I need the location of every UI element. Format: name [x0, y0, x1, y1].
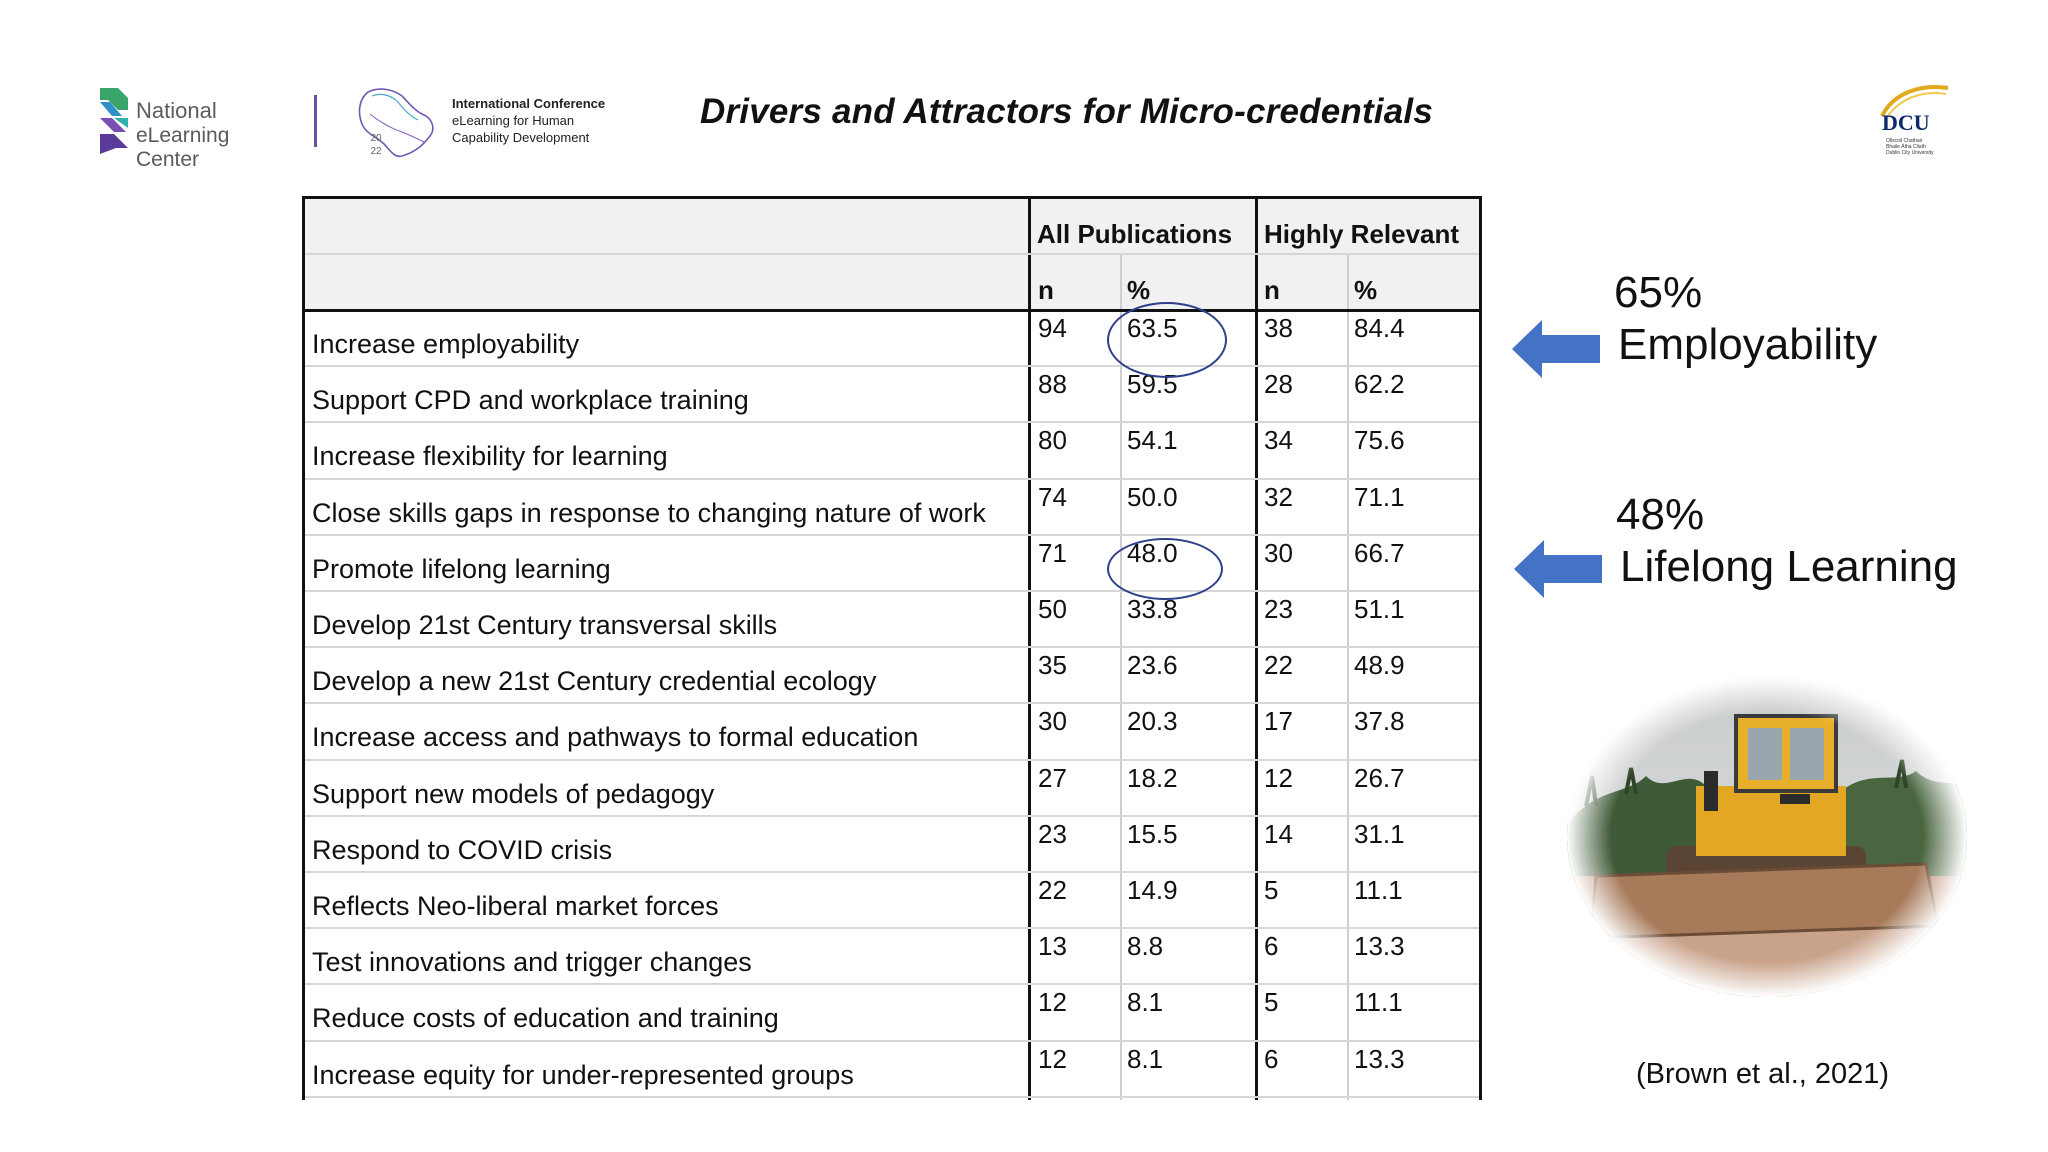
- cell-hr-n: 14: [1264, 818, 1293, 849]
- cell-all-n: 22: [1038, 875, 1067, 905]
- conference-line2: eLearning for Human: [452, 113, 575, 128]
- highlight-circle-lifelong: [1107, 538, 1223, 600]
- row-label: Increase equity for under-represented groups: [312, 1059, 854, 1090]
- subheader-hr-pct: %: [1354, 275, 1378, 305]
- row-divider: [305, 478, 1479, 480]
- cell-hr-pct: 51.1: [1354, 594, 1405, 624]
- nelc-logo-line2: eLearning Center: [136, 124, 230, 171]
- cell-hr-pct: 71.1: [1354, 481, 1405, 512]
- cell-all-n: 13: [1038, 931, 1067, 962]
- cell-hr-pct: 84.4: [1354, 313, 1405, 343]
- cell-hr-n: 30: [1264, 537, 1293, 568]
- subheader-hr-n: n: [1264, 275, 1280, 305]
- cell-hr-pct: 26.7: [1354, 762, 1405, 793]
- cell-hr-n: 6: [1264, 1043, 1279, 1074]
- row-divider: [305, 590, 1479, 592]
- row-label: Close skills gaps in response to changing nature of work: [312, 497, 986, 528]
- cell-all-n: 94: [1038, 313, 1067, 343]
- header-bottom-line: [305, 309, 1479, 312]
- cell-hr-n: 12: [1264, 762, 1293, 793]
- row-divider: [305, 702, 1479, 704]
- cell-hr-pct: 11.1: [1354, 987, 1403, 1018]
- national-elearning-center-logo: [98, 88, 288, 171]
- header-divider: [305, 253, 1479, 255]
- dcu-name: DCU: [1882, 110, 1930, 135]
- cell-all-pct: 8.1: [1127, 987, 1164, 1018]
- subheader-all-n: n: [1038, 275, 1054, 305]
- cell-all-pct: 59.5: [1127, 369, 1178, 400]
- employability-label: Employability: [1618, 320, 1878, 369]
- dcu-small-line3: Dublin City University: [1886, 150, 1934, 156]
- cell-hr-pct: 48.9: [1354, 650, 1405, 681]
- cell-all-pct: 8.8: [1127, 931, 1164, 962]
- dcu-small-line2: Bhaile Átha Cliath: [1886, 144, 1926, 150]
- row-divider: [305, 421, 1479, 423]
- cell-all-pct: 48.0: [1127, 537, 1178, 568]
- arrow-left-icon-2: [1514, 538, 1604, 600]
- cell-all-n: 35: [1038, 650, 1067, 681]
- row-divider: [305, 1040, 1479, 1042]
- cell-all-pct: 8.1: [1127, 1043, 1164, 1074]
- cell-all-pct: 15.5: [1127, 818, 1178, 849]
- cell-hr-n: 22: [1264, 650, 1293, 681]
- col-divider-hr: [1347, 254, 1349, 1100]
- dcu-logo: [1872, 82, 1952, 158]
- cell-hr-n: 34: [1264, 425, 1293, 456]
- cell-hr-pct: 62.2: [1354, 369, 1405, 400]
- subheader-all-pct: %: [1127, 275, 1151, 305]
- conference-line3: Capability Development: [452, 130, 590, 145]
- cell-hr-pct: 75.6: [1354, 425, 1405, 456]
- arrow-left-icon: [1512, 318, 1602, 380]
- cell-hr-n: 28: [1264, 369, 1293, 400]
- cell-all-n: 74: [1038, 481, 1067, 512]
- row-divider: [305, 534, 1479, 536]
- row-divider: [305, 927, 1479, 929]
- row-label: Support new models of pedagogy: [312, 778, 715, 809]
- cell-hr-n: 6: [1264, 931, 1279, 962]
- cell-hr-n: 5: [1264, 987, 1279, 1018]
- cell-all-pct: 18.2: [1127, 762, 1178, 793]
- lifelong-percent: 48%: [1616, 490, 1705, 539]
- row-label: Increase employability: [312, 329, 580, 359]
- row-label: Promote lifelong learning: [312, 553, 611, 584]
- row-label: Develop a new 21st Century credential ecology: [312, 666, 877, 697]
- cell-hr-n: 38: [1264, 313, 1293, 343]
- cell-all-n: 88: [1038, 369, 1067, 400]
- cell-all-pct: 14.9: [1127, 875, 1178, 905]
- header-all-publications: All Publications: [1037, 219, 1233, 249]
- row-label: Reduce costs of education and training: [312, 1003, 779, 1034]
- nelc-mark-icon: [98, 88, 130, 154]
- lifelong-label: Lifelong Learning: [1620, 542, 1958, 591]
- cell-all-n: 71: [1038, 537, 1067, 568]
- saudi-map-logo-icon: [350, 84, 440, 160]
- row-divider: [305, 815, 1479, 817]
- cell-hr-n: 23: [1264, 594, 1293, 624]
- cell-all-n: 23: [1038, 818, 1067, 849]
- row-label: Test innovations and trigger changes: [312, 947, 752, 978]
- cell-all-n: 12: [1038, 1043, 1067, 1074]
- logo-divider: [314, 95, 317, 147]
- cell-hr-pct: 11.1: [1354, 875, 1403, 905]
- cell-hr-pct: 66.7: [1354, 537, 1405, 568]
- row-label: Support CPD and workplace training: [312, 385, 749, 416]
- drivers-table: [302, 196, 1482, 1100]
- dcu-small-line1: Ollscoil Chathair: [1886, 138, 1923, 144]
- cell-hr-pct: 37.8: [1354, 706, 1405, 737]
- row-label: Develop 21st Century transversal skills: [312, 610, 778, 640]
- col-divider-all: [1120, 254, 1122, 1100]
- row-label: Increase access and pathways to formal education: [312, 722, 919, 753]
- cell-hr-n: 17: [1264, 706, 1293, 737]
- cell-all-pct: 54.1: [1127, 425, 1178, 456]
- row-divider: [305, 365, 1479, 367]
- conference-year-bottom: 22: [370, 146, 382, 157]
- citation: (Brown et al., 2021): [1636, 1058, 1890, 1090]
- cell-all-n: 27: [1038, 762, 1067, 793]
- employability-percent: 65%: [1614, 268, 1703, 317]
- cell-hr-pct: 31.1: [1354, 818, 1405, 849]
- nelc-logo-line1: National: [136, 98, 217, 123]
- cell-all-n: 12: [1038, 987, 1067, 1018]
- col-divider-groups: [1255, 199, 1258, 1100]
- row-label: Increase flexibility for learning: [312, 441, 668, 472]
- cell-hr-pct: 13.3: [1354, 931, 1405, 962]
- highlight-circle-employability: [1107, 302, 1227, 378]
- cell-all-pct: 63.5: [1127, 313, 1178, 343]
- cell-all-n: 30: [1038, 706, 1067, 737]
- row-divider: [305, 759, 1479, 761]
- row-divider: [305, 646, 1479, 648]
- row-label: Respond to COVID crisis: [312, 834, 613, 865]
- cell-all-pct: 23.6: [1127, 650, 1178, 681]
- cell-all-n: 50: [1038, 594, 1067, 624]
- cell-hr-n: 5: [1264, 875, 1279, 905]
- page-title: Drivers and Attractors for Micro-credentials: [700, 92, 1433, 131]
- conference-line1: International Conference: [452, 96, 606, 111]
- row-divider: [305, 1096, 1479, 1098]
- row-divider: [305, 871, 1479, 873]
- conference-year: [366, 132, 386, 158]
- cell-all-pct: 33.8: [1127, 594, 1178, 624]
- conference-year-top: 20: [370, 133, 382, 144]
- cell-all-pct: 20.3: [1127, 706, 1178, 737]
- row-label: Reflects Neo-liberal market forces: [312, 891, 719, 921]
- cell-hr-pct: 13.3: [1354, 1043, 1405, 1074]
- row-divider: [305, 983, 1479, 985]
- cell-hr-n: 32: [1264, 481, 1293, 512]
- cell-all-pct: 50.0: [1127, 481, 1178, 512]
- col-divider-label: [1028, 199, 1031, 1100]
- bulldozer-image: [1566, 676, 1968, 998]
- cell-all-n: 80: [1038, 425, 1067, 456]
- header-highly-relevant: Highly Relevant: [1264, 219, 1460, 249]
